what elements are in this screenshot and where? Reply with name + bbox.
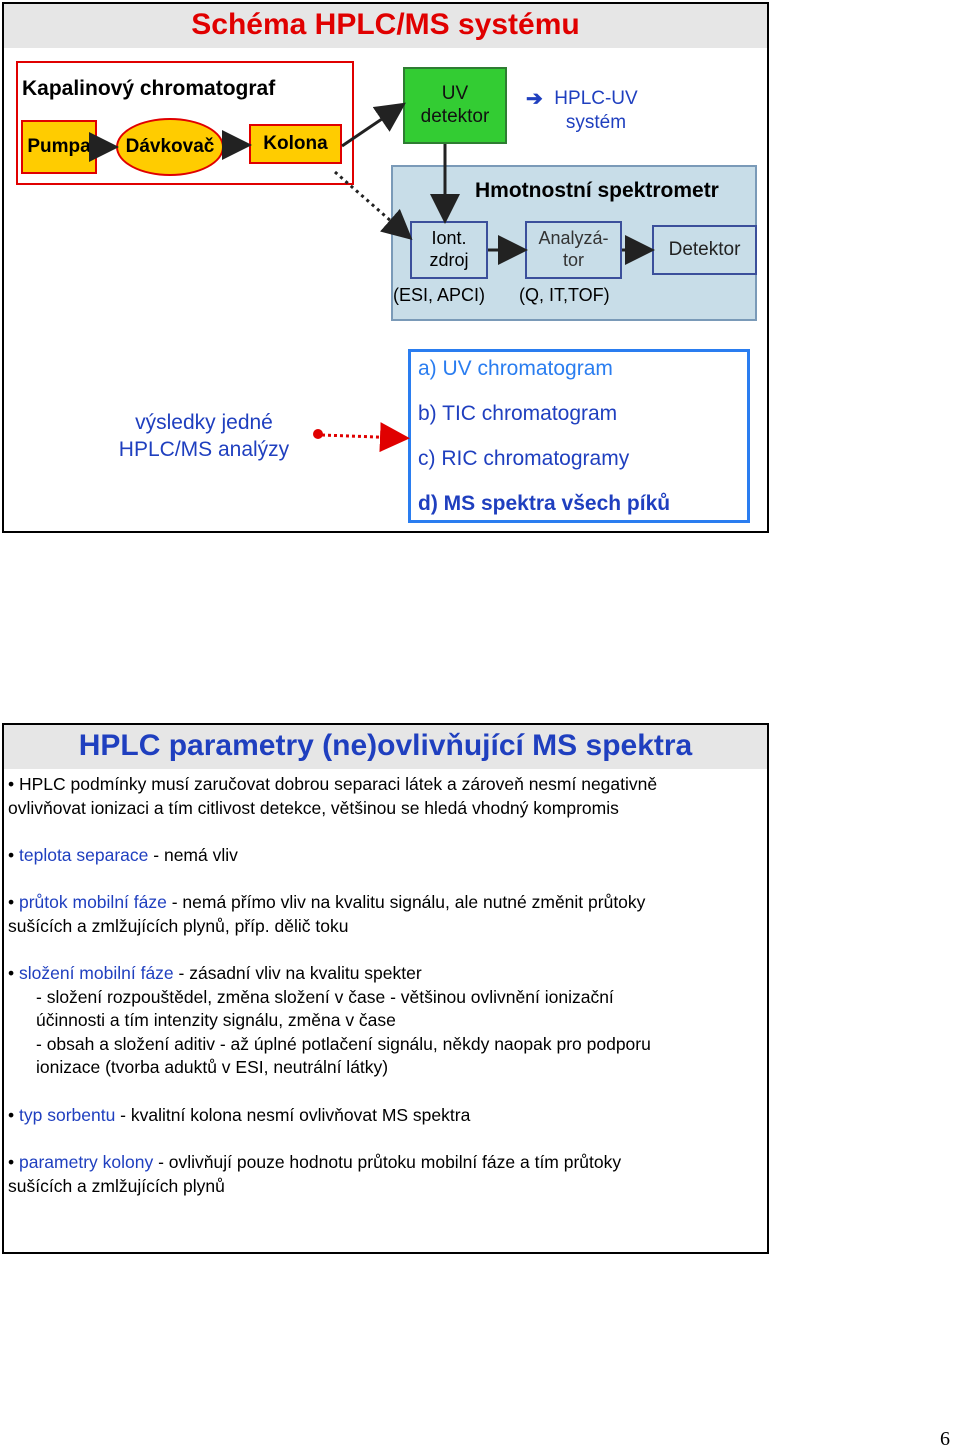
analyzer-line1: Analyzá- (538, 228, 609, 249)
results-label-line1: výsledky jedné (135, 411, 273, 434)
bullet-hplc-conditions-l2: ovlivňovat ionizaci a tím citlivost detekce, většinou se hledá vhodný kompromis (8, 797, 619, 818)
lc-group-label: Kapalinový chromatograf (22, 77, 276, 100)
result-a: a) UV chromatogram (418, 357, 613, 380)
bullet-dot: • (8, 845, 19, 865)
bullet-column-params-text: - ovlivňují pouze hodnotu průtoku mobilní fáze a tím průtoky (153, 1152, 622, 1172)
analyzer-note: (Q, IT,TOF) (519, 285, 610, 305)
slide-title: Schéma HPLC/MS systému (191, 8, 580, 41)
bullet-flow-rate (8, 891, 758, 938)
bullet-hplc-conditions-l1: HPLC podmínky musí zaručovat dobrou separaci látek a zároveň nesmí negativně (19, 774, 658, 794)
result-b: b) TIC chromatogram (418, 402, 618, 425)
bullet-dot: • (8, 1105, 19, 1125)
uv-system-line2: systém (565, 112, 627, 133)
slide2-title: HPLC parametry (ne)ovlivňující MS spektra (78, 729, 693, 762)
bullet-dot: • (8, 892, 19, 912)
page-number: 6 (940, 1428, 950, 1450)
ion-source-note: (ESI, APCI) (393, 285, 486, 305)
results-label-line2: HPLC/MS analýzy (118, 438, 290, 461)
result-c: c) RIC chromatogramy (418, 447, 630, 470)
arrow-results (322, 435, 404, 438)
sub-solvents-l1: - složení rozpouštědel, změna složení v čase - většinou ovlivnění ionizační (36, 986, 614, 1007)
bullet-temperature-text: - nemá vliv (148, 845, 238, 865)
bullet-flow-rate-l2: sušících a zmlžujících plynů, příp. dělič toku (8, 915, 349, 936)
bullet-mobile-phase-text: - zásadní vliv na kvalitu spekter (173, 963, 422, 983)
arrow-column-uv (342, 106, 401, 146)
arrow-column-ion-source (335, 172, 408, 236)
column-box: Kolona (249, 124, 342, 164)
sub-solvents-l2: účinnosti a tím intenzity signálu, změna v čase (36, 1010, 396, 1030)
bullet-dot: • (8, 963, 19, 983)
uv-detector-line1: UV (441, 82, 469, 104)
bullet-sorbent (8, 1104, 758, 1128)
bullet-hplc-conditions (8, 773, 758, 820)
bullet-column-params-term: parametry kolony (19, 1152, 154, 1172)
sub-additives-l2: ionizace (tvorba aduktů v ESI, neutrální látky) (36, 1057, 389, 1077)
bullet-flow-rate-term: průtok mobilní fáze (19, 892, 167, 912)
bullet-dot: • (8, 1152, 19, 1172)
pump-box: Pumpa (21, 120, 97, 174)
detector-box: Detektor (652, 225, 757, 275)
ms-group-label: Hmotnostní spektrometr (475, 179, 719, 202)
bullet-flow-rate-text: - nemá přímo vliv na kvalitu signálu, ale nutné změnit průtoky (166, 892, 646, 912)
results-dot (313, 429, 323, 439)
bullet-dot: • (8, 774, 19, 794)
uv-system-arrow-icon: ➔ (526, 88, 543, 110)
bullet-temperature (8, 844, 758, 868)
bullet-column-params-l2: sušících a zmlžujících plynů (8, 1175, 225, 1196)
bullet-mobile-phase-term: složení mobilní fáze (19, 963, 174, 983)
uv-system-line1: HPLC-UV (554, 88, 638, 109)
sub-additives-l1: - obsah a složení aditiv - až úplné potlačení signálu, někdy naopak pro podporu (36, 1033, 651, 1054)
bullet-temperature-term: teplota separace (19, 845, 149, 865)
result-d: d) MS spektra všech píků (418, 492, 671, 515)
uv-detector-line2: detektor (420, 105, 490, 127)
bullet-sorbent-term: typ sorbentu (19, 1105, 116, 1125)
diagram-connectors (0, 0, 960, 560)
ion-source-line2: zdroj (429, 250, 469, 270)
ion-source-line1: Iont. (431, 228, 467, 249)
bullet-column-params (8, 1151, 758, 1198)
injector-box: Dávkovač (116, 118, 224, 176)
analyzer-line2: tor (562, 250, 584, 270)
bullet-sorbent-text: - kvalitní kolona nesmí ovlivňovat MS spektra (115, 1105, 471, 1125)
bullet-mobile-phase (8, 962, 758, 1080)
